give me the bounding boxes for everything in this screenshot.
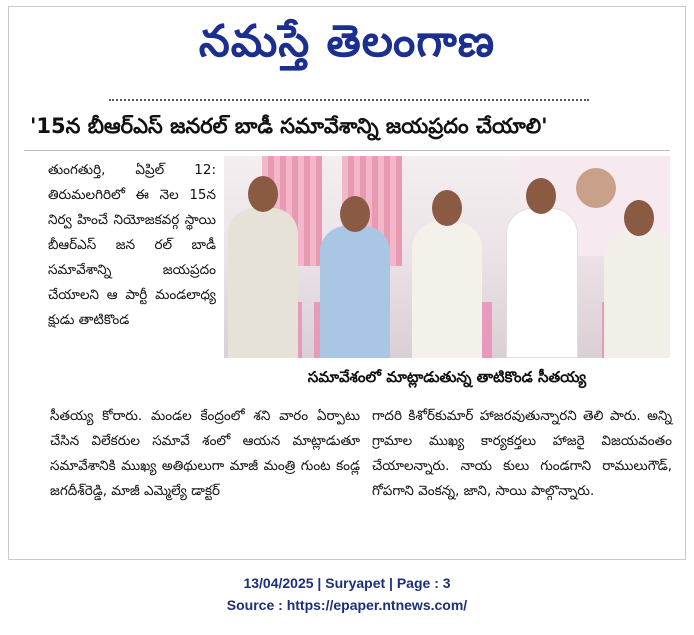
person	[506, 208, 578, 358]
article-body-left-bottom: సీతయ్య కోరారు. మండల కేంద్రంలో శని వారం ఏర్పాటు చేసిన విలేకరుల సమావే శంలో ఆయన మాట్లాడుతూ సమావేశానికి ముఖ్య అతిథులుగా మాజీ మంత్రి గుంట కండ్ల జగదీశ్‌రెడ్డి, మాజీ ఎమ్మెల్యే డాక్టర్	[50, 408, 360, 499]
edition-info: 13/04/2025 | Suryapet | Page : 3	[243, 575, 451, 591]
article-body-right-bottom: గాదరి కిశోర్‌కుమార్ హాజరవుతున్నారని తెలి పారు. అన్ని గ్రామాల ముఖ్య కార్యకర్తలు హాజరై విజయవంతం చేయాలన్నారు. నాయ కులు గుండగాని రాములుగౌడ్, గోపగాని వెంకన్న, జాని, సాయి పాల్గొన్నారు.	[372, 408, 672, 499]
person	[604, 230, 670, 358]
article-body-left-top: తుంగతుర్తి, ఏప్రిల్ 12: తిరుమలగిరిలో ఈ నెల 15న నిర్వ హించే నియోజకవర్గ స్థాయి బీఆర్ఎస్ జన రల్ బాడీ సమావేశాన్ని జయప్రదం చేయాలని ఆ పార్టీ మండలాధ్య క్షుడు తాటికొండ	[48, 162, 216, 328]
article-photo	[224, 156, 670, 358]
source-link[interactable]: Source : https://epaper.ntnews.com/	[226, 597, 468, 613]
masthead-title: నమస్తే తెలంగాణ	[198, 16, 496, 67]
person-head	[340, 196, 370, 232]
person-head	[248, 176, 278, 212]
headline-divider	[24, 150, 670, 151]
person	[228, 208, 298, 358]
person	[320, 226, 390, 358]
person-head	[526, 178, 556, 214]
banner-portrait	[576, 168, 616, 208]
person	[412, 222, 482, 358]
article-headline: '15న బీఆర్ఎస్ జనరల్ బాడీ సమావేశాన్ని జయప్రదం చేయాలి'	[30, 114, 548, 138]
photo-caption: సమావేశంలో మాట్లాడుతున్న తాటికొండ సీతయ్య	[307, 368, 587, 386]
person-head	[432, 190, 462, 226]
person-head	[624, 200, 654, 236]
clipping-cut-edge	[109, 99, 589, 107]
